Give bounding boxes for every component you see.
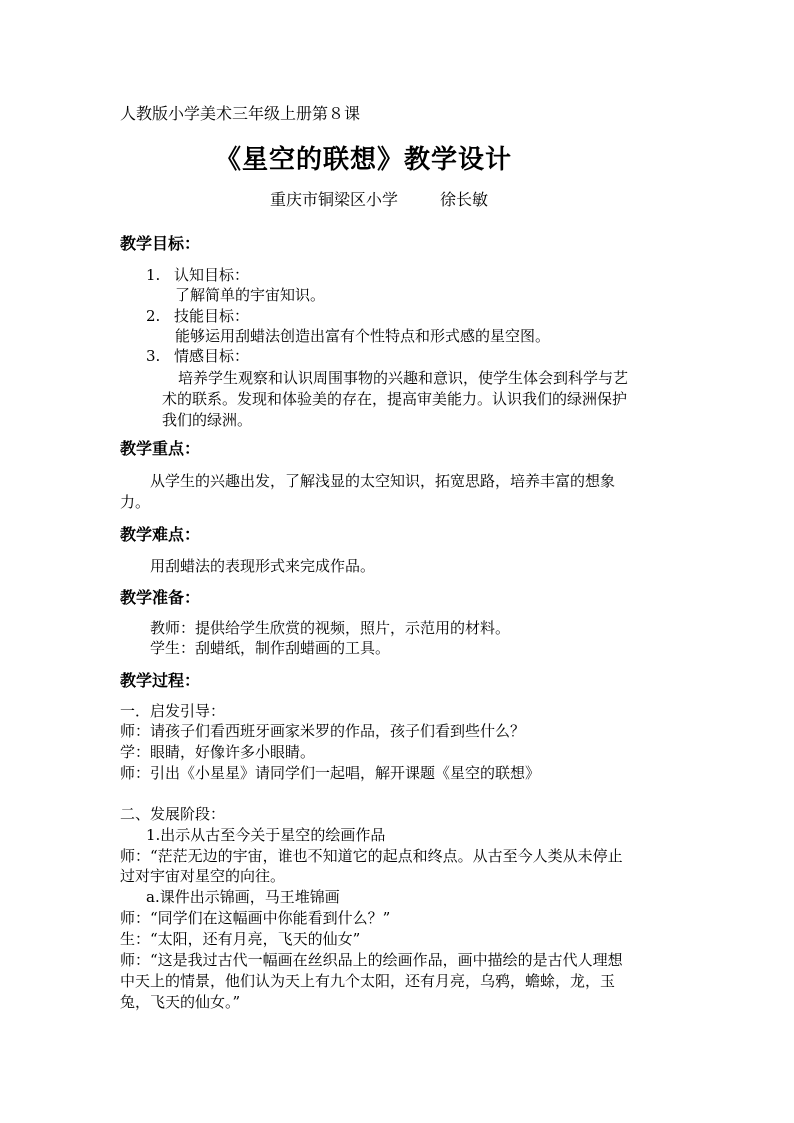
goal-text: 能够运用刮蜡法创造出富有个性特点和形式感的星空图。	[175, 327, 551, 345]
dialogue-line: 师：“同学们在这幅画中你能看到什么？”	[120, 909, 391, 927]
dialogue-line: 生：“太阳，还有月亮，飞天的仙女”	[120, 930, 361, 948]
author-name: 徐长敏	[440, 190, 489, 209]
goals-heading: 教学目标：	[120, 234, 201, 253]
difficulty-text: 用刮蜡法的表现形式来完成作品。	[150, 557, 376, 575]
dialogue-line: 学：眼睛，好像许多小眼睛。	[120, 743, 316, 761]
goal-text: 术的联系。发现和体验美的存在，提高审美能力。认识我们的绿洲保护	[162, 390, 628, 408]
part1-title: 一．启发引导：	[120, 702, 226, 720]
doc-title: 《星空的联想》教学设计	[215, 145, 513, 175]
goal-item-1	[146, 265, 249, 285]
goal-text: 了解简单的宇宙知识。	[175, 286, 326, 304]
dialogue-line: 师：引出《小星星》请同学们一起唱，解开课题《星空的联想》	[120, 764, 541, 782]
goal-item-3	[146, 346, 249, 366]
process-heading: 教学过程：	[120, 671, 201, 690]
preparation-heading: 教学准备：	[120, 588, 201, 607]
dialogue-line: 师：“茫茫无边的宇宙，谁也不知道它的起点和终点。从古至今人类从未停止	[120, 847, 623, 865]
keypoint-text: 力。	[120, 493, 151, 511]
difficulty-heading: 教学难点：	[120, 525, 201, 544]
keypoint-heading: 教学重点：	[120, 439, 201, 458]
goal-number: 2.	[146, 307, 161, 325]
goal-label: 情感目标：	[174, 347, 250, 365]
goal-text: 我们的绿洲。	[162, 411, 253, 429]
goal-text: 培养学生观察和认识周围事物的兴趣和意识，使学生体会到科学与艺	[178, 369, 629, 387]
preparation-teacher: 教师：提供给学生欣赏的视频，照片，示范用的材料。	[150, 619, 511, 637]
goal-item-2	[146, 306, 249, 326]
preparation-student: 学生：刮蜡纸，制作刮蜡画的工具。	[150, 639, 391, 657]
goal-label: 认知目标：	[174, 266, 250, 284]
goal-number: 1.	[146, 266, 161, 284]
dialogue-line: 兔，飞天的仙女。”	[120, 993, 241, 1011]
dialogue-line: 师：请孩子们看西班牙画家米罗的作品，孩子们看到些什么？	[120, 722, 526, 740]
part2-title: 二、发展阶段：	[120, 805, 226, 823]
doc-subtitle: 人教版小学美术三年级上册第８课	[120, 104, 361, 123]
dialogue-line: 中天上的情景，他们认为天上有九个太阳，还有月亮，乌鸦，蟾蜍，龙，玉	[120, 972, 616, 990]
keypoint-text: 从学生的兴趣出发，了解浅显的太空知识，拓宽思路，培养丰富的想象	[150, 472, 616, 490]
school-name: 重庆市铜梁区小学	[270, 190, 399, 209]
author-line	[270, 190, 488, 210]
goal-label: 技能目标：	[174, 307, 250, 325]
dialogue-line: 过对宇宙对星空的向往。	[120, 867, 286, 885]
dialogue-line: 师：“这是我过古代一幅画在丝织品上的绘画作品，画中描绘的是古代人理想	[120, 951, 623, 969]
step-line: 1.出示从古至今关于星空的绘画作品	[146, 826, 386, 844]
goal-number: 3.	[146, 347, 161, 365]
step-line: a.课件出示锦画，马王堆锦画	[146, 888, 340, 906]
